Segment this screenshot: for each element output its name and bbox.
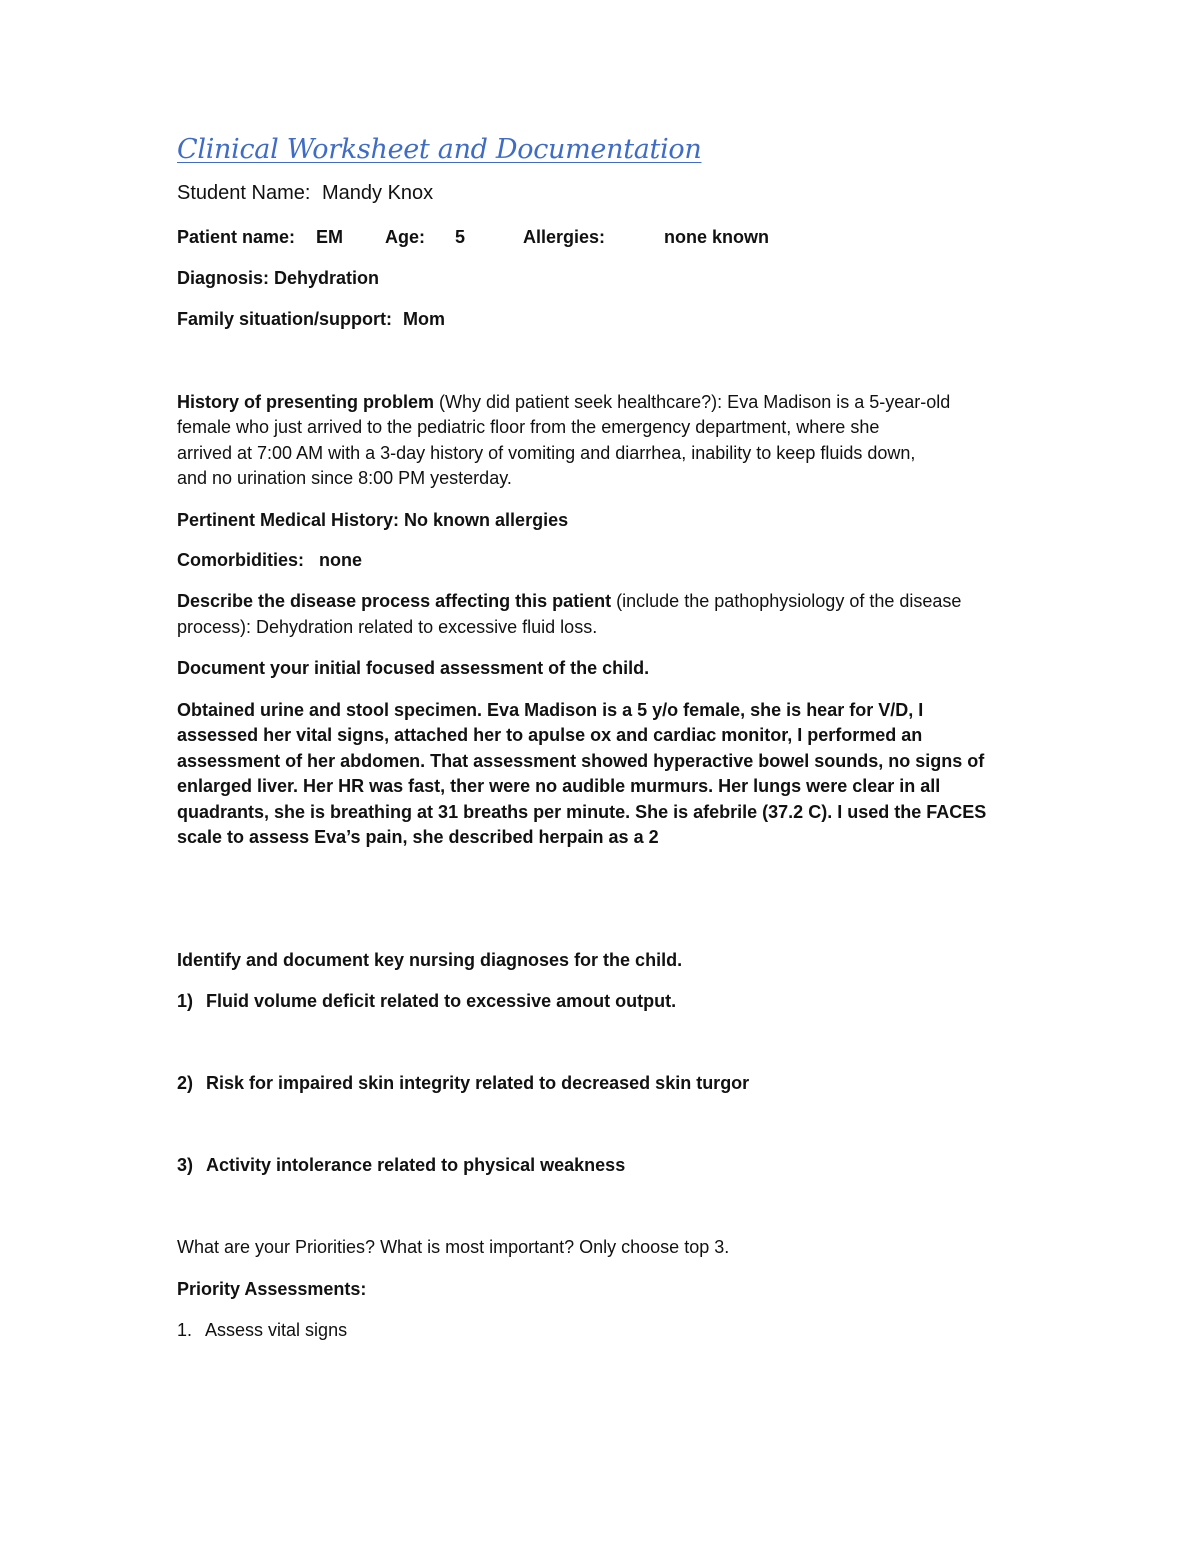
age-value: 5 (455, 227, 466, 247)
age-label: Age: (385, 227, 425, 247)
priority-assessments-label: Priority Assessments: (177, 1279, 367, 1299)
disease-line-1 (177, 589, 961, 615)
list-number: 1. (177, 1320, 193, 1340)
disease-text-1: (include the pathophysiology of the disease (611, 591, 962, 611)
assessment-line-4: enlarged liver. Her HR was fast, ther were no audible murmurs. Her lungs were clear in all (177, 776, 941, 796)
nursing-diagnosis-item (177, 989, 676, 1015)
family-value: Mom (403, 309, 446, 329)
assessment-prompt: Document your initial focused assessment of the child. (177, 658, 650, 678)
comorbidities-line (177, 548, 362, 574)
comorbidities-value: none (319, 550, 363, 570)
assessment-line-2: assessed her vital signs, attached her to apulse ox and cardiac monitor, I performed an (177, 725, 923, 745)
disease-label: Describe the disease process affecting this patient (177, 591, 612, 611)
family-line (177, 307, 445, 333)
assessment-line-3: assessment of her abdomen. That assessment showed hyperactive bowel sounds, no signs of (177, 751, 985, 771)
family-label: Family situation/support: (177, 309, 393, 329)
student-name-line (177, 181, 433, 207)
history-line-1 (177, 390, 950, 416)
history-line-3: arrived at 7:00 AM with a 3-day history of vomiting and diarrhea, inability to keep fluids down, (177, 443, 916, 463)
disease-line-2: process): Dehydration related to excessive fluid loss. (177, 617, 598, 637)
list-text: Risk for impaired skin integrity related to decreased skin turgor (206, 1073, 750, 1093)
history-label: History of presenting problem (177, 392, 435, 412)
nursing-diagnoses-prompt: Identify and document key nursing diagnoses for the child. (177, 950, 683, 970)
patient-info-line (177, 225, 977, 251)
history-text-1: (Why did patient seek healthcare?): Eva Madison is a 5-year-old (434, 392, 951, 412)
page-title: Clinical Worksheet and Documentation (177, 134, 702, 165)
comorbidities-label: Comorbidities: (177, 550, 305, 570)
diagnosis-line: Diagnosis: Dehydration (177, 268, 380, 288)
student-name-value: Mandy Knox (321, 182, 434, 204)
pertinent-medical-history: Pertinent Medical History: No known allergies (177, 510, 569, 530)
nursing-diagnosis-item (177, 1153, 625, 1179)
assessment-line-6: scale to assess Eva’s pain, she described herpain as a 2 (177, 827, 659, 847)
list-text: Fluid volume deficit related to excessive amout output. (206, 991, 677, 1011)
allergies-label: Allergies: (523, 227, 606, 247)
priority-assessment-item (177, 1318, 347, 1344)
history-line-4: and no urination since 8:00 PM yesterday. (177, 468, 512, 488)
assessment-line-5: quadrants, she is breathing at 31 breaths per minute. She is afebrile (37.2 C). I used the FACES (177, 802, 987, 822)
nursing-diagnosis-item (177, 1071, 749, 1097)
priorities-question: What are your Priorities? What is most important? Only choose top 3. (177, 1237, 730, 1257)
list-number: 3) (177, 1155, 194, 1175)
history-line-2: female who just arrived to the pediatric floor from the emergency department, where she (177, 417, 880, 437)
assessment-line-1: Obtained urine and stool specimen. Eva Madison is a 5 y/o female, she is hear for V/D, I (177, 700, 924, 720)
list-number: 2) (177, 1073, 194, 1093)
allergies-value: none known (664, 227, 769, 247)
list-text: Activity intolerance related to physical weakness (206, 1155, 626, 1175)
patient-name-label: Patient name: (177, 227, 296, 247)
patient-name-value: EM (316, 227, 343, 247)
list-number: 1) (177, 991, 194, 1011)
student-name-label: Student Name: (177, 182, 311, 204)
list-text: Assess vital signs (205, 1320, 348, 1340)
